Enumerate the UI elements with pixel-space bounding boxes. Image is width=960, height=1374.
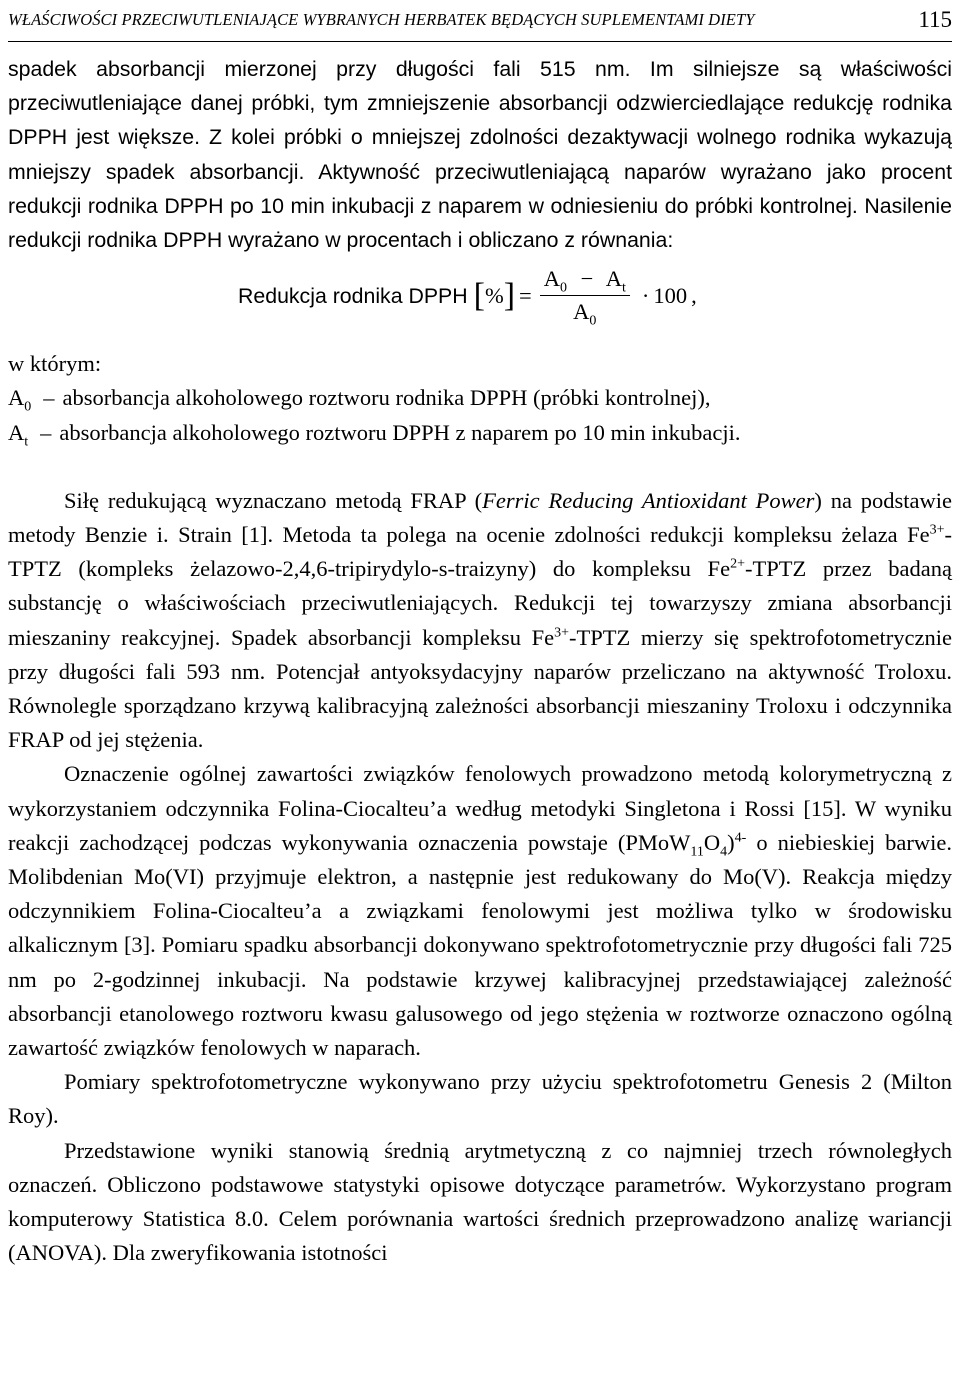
numerator-symbol-at: A [605, 266, 622, 292]
numerator-subscript-t: t [621, 280, 626, 296]
denominator-symbol: A [573, 299, 590, 325]
phenol-text-1: Oznaczenie ogólnej zawartości związków fenolowych prowadzono metodą kolorymetryczną z wykorzystaniem odczynnika Folina-Ciocalteu’a według metodyki Singletona i Rossi [15]. W wyniku reakcji zachodzącej podczas wykonywania oznaczenia powstaje (PMoW [8, 761, 952, 855]
equation-dpph-reduction [8, 257, 952, 347]
phenol-text-2: O [703, 829, 721, 855]
phenol-superscript: 4- [734, 830, 747, 846]
numerator-subscript-0: 0 [560, 280, 567, 296]
phenol-subscript-2: 4 [720, 844, 728, 860]
minus-sign: − [580, 266, 594, 292]
frap-superscript-3: 3+ [554, 625, 569, 641]
definition-at [8, 416, 952, 450]
frap-text-2: ) na podstawie metody Benzie i. Strain [1]. Metoda ta polega na ocenie zdolności redukcji kompleksu żelaza Fe [8, 487, 952, 548]
equals-sign: = [519, 282, 532, 308]
frap-italic-term: Ferric Reducing Antioxidant Power [482, 487, 815, 513]
equation-factor: 100 [653, 282, 688, 308]
definition-a0 [8, 381, 952, 415]
page-body [8, 52, 952, 1271]
definitions-intro: w którym: [8, 351, 102, 377]
definition-text: absorbancja alkoholowego roztworu rodnika DPPH (próbki kontrolnej), [62, 385, 711, 411]
frap-text-4: -TPTZ przez badaną substancję o właściwościach przeciwutleniających. Redukcji tej towarzyszy zmiana absorbancji mieszaniny reakcyjnej. Spadek absorbancji kompleksu Fe [8, 556, 952, 650]
phenol-text-4: o niebieskiej barwie. Molibdenian Mo(VI) przyjmuje elektron, a następnie jest redukowany do Mo(V). Reakcja między odczynnikiem Folina-Ciocalteu’a a związkami fenolowymi jest możliwa tylko w środowisku alkalicznym [3]. Pomiaru spadku absorbancji dokonywano spektrofotometrycznie przy długości fali 725 nm po 2-godzinnej inkubacji. Na podstawie krzywej kalibracyjnej przedstawiającej zależność absorbancji etanolowego roztworu kwasu galusowego od jego stężenia w roztworze oznaczono ogólną zawartość związków fenolowych w naparach. [8, 829, 952, 1061]
paragraph-frap-method [8, 484, 952, 758]
right-bracket: ] [503, 276, 516, 314]
left-bracket: [ [473, 276, 485, 314]
definition-subscript: 0 [24, 399, 32, 415]
fraction-denominator [573, 296, 596, 328]
equation-unit: % [484, 282, 504, 308]
fraction [540, 263, 630, 328]
definition-dash: – [40, 419, 52, 445]
symbol-definitions [8, 347, 952, 450]
definition-symbol: A [8, 419, 25, 445]
paragraph-phenolic-method [8, 757, 952, 1065]
paragraph-statistics: Przedstawione wyniki stanowią średnią arytmetyczną z co najmniej trzech równoległych oznaczeń. Obliczono podstawowe statystyki opisowe dotyczące parametrów. Wykorzystano program komputerowy Statistica 8.0. Celem porównania wartości średnich przeprowadzono analizę wariancji (ANOVA). Dla zweryfikowania istotności [8, 1137, 952, 1266]
frap-text-5: -TPTZ mierzy się spektrofotometrycznie przy długości fali 593 nm. Potencjał antyoksydacyjny naparów przeliczano na aktywność Troloxu. Równolegle sporządzano krzywą kalibracyjną zależności absorbancji mieszaniny Troloxu i odczynnika FRAP od jej stężenia. [8, 624, 952, 753]
frap-text-1: Siłę redukującą wyznaczano metodą FRAP ( [64, 487, 483, 513]
denominator-subscript: 0 [589, 313, 597, 329]
fraction-numerator [540, 263, 630, 296]
multiply-sign: · [641, 282, 650, 308]
numerator-symbol-a0: A [543, 266, 560, 292]
page-number: 115 [918, 6, 952, 32]
running-header [8, 0, 952, 42]
paragraph-gap [8, 450, 952, 484]
definition-dash: – [43, 385, 55, 411]
frap-superscript-1: 3+ [929, 522, 945, 538]
frap-text-3: -TPTZ (kompleks żelazowo-2,4,6-tripirydylo-s-traizyny) do kompleksu Fe [8, 522, 952, 582]
definition-symbol: A [8, 385, 25, 411]
phenol-text-3: ) [727, 829, 735, 855]
phenol-subscript-1: 11 [690, 844, 704, 860]
definition-text: absorbancja alkoholowego roztworu DPPH z naparem po 10 min inkubacji. [59, 419, 741, 445]
equation-label: Redukcja rodnika DPPH [238, 283, 468, 308]
running-title: WŁAŚCIWOŚCI PRZECIWUTLENIAJĄCE WYBRANYCH HERBATEK BĘDĄCYCH SUPLEMENTAMI DIETY [8, 9, 755, 29]
frap-superscript-2: 2+ [730, 556, 745, 572]
paragraph-spectrophotometer: Pomiary spektrofotometryczne wykonywano przy użyciu spektrofotometru Genesis 2 (Milton Roy). [8, 1069, 952, 1129]
paragraph-dpph-method: spadek absorbancji mierzonej przy długości fali 515 nm. Im silniejsze są właściwości przeciwutleniające danej próbki, tym zmniejszenie absorbancji odzwierciedlające redukcję rodnika DPPH jest większe. Z kolei próbki o mniejszej zdolności dezaktywacji wolnego rodnika wykazują mniejszy spadek absorbancji. Aktywność przeciwutleniającą naparów wyrażano jako procent redukcji rodnika DPPH po 10 min inkubacji z naparem w odniesieniu do próbki kontrolnej. Nasilenie redukcji rodnika DPPH wyrażano w procentach i obliczano z równania: [8, 57, 952, 253]
equation [238, 263, 697, 328]
definition-subscript: t [24, 434, 29, 450]
equation-comma: , [691, 282, 697, 308]
